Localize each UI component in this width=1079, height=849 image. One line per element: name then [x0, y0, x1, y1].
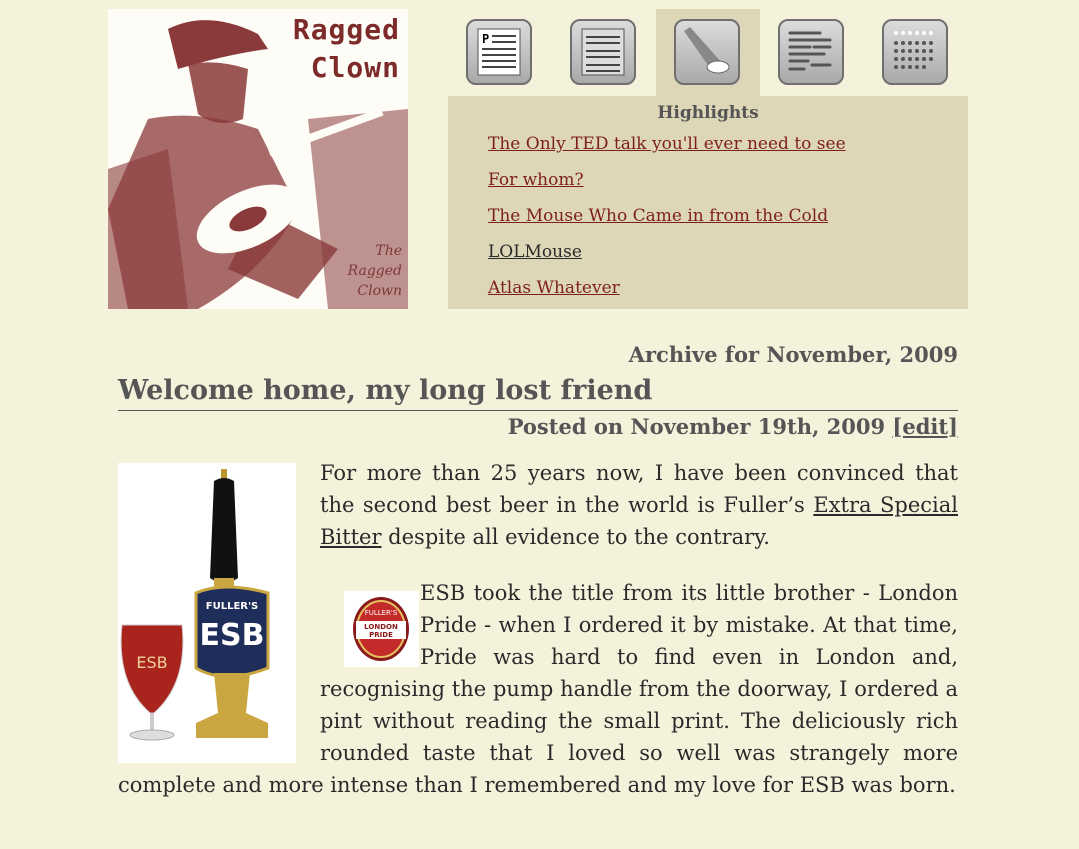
- highlights-title: Highlights: [657, 103, 759, 123]
- post-date: Posted on November 19th, 2009: [507, 414, 886, 439]
- logo-title: Ragged Clown: [292, 13, 400, 84]
- nav-list-button[interactable]: [570, 19, 636, 85]
- nav-page-button[interactable]: [466, 19, 532, 85]
- spotlight-icon: [676, 21, 738, 83]
- list-icon: [572, 21, 634, 83]
- highlight-link[interactable]: The Only TED talk you'll ever need to see: [488, 134, 846, 154]
- svg-text:P: P: [482, 32, 490, 46]
- logo-signature: The Ragged Clown: [347, 243, 402, 299]
- post-title-divider: [118, 410, 958, 411]
- highlight-link[interactable]: For whom?: [488, 170, 584, 190]
- highlight-link[interactable]: LOLMouse: [488, 242, 582, 262]
- extra-special-bitter-link[interactable]: Extra Special Bitter: [320, 493, 958, 549]
- svg-text:FULLER'S: FULLER'S: [205, 601, 259, 612]
- highlights-panel: [448, 96, 968, 309]
- highlight-link[interactable]: Atlas Whatever: [488, 278, 620, 298]
- nav-text-blocks-button[interactable]: [778, 19, 844, 85]
- london-pride-image: [344, 591, 419, 667]
- post-meta: [508, 414, 958, 439]
- esb-pump-and-glass: [118, 463, 296, 763]
- site-logo[interactable]: [108, 9, 408, 309]
- page-icon: [468, 21, 530, 83]
- post-body: [118, 457, 958, 825]
- archive-title: Archive for November, 2009: [628, 342, 958, 367]
- svg-text:FULLER'S: FULLER'S: [364, 609, 398, 617]
- nav-spotlight-button[interactable]: [674, 19, 740, 85]
- svg-text:ESB: ESB: [199, 618, 265, 653]
- highlight-link[interactable]: The Mouse Who Came in from the Cold: [488, 206, 829, 226]
- edit-link[interactable]: [edit]: [892, 414, 958, 439]
- text-blocks-icon: [780, 21, 842, 83]
- svg-text:LONDON: LONDON: [364, 623, 398, 631]
- post-paragraph: For more than 25 years now, I have been convinced that the second best beer in the world is Fuller’s Extra Special Bitter despite all evidence to the contrary.: [320, 461, 958, 549]
- svg-text:PRIDE: PRIDE: [369, 631, 393, 639]
- svg-text:ESB: ESB: [136, 653, 168, 672]
- calendar-icon: [884, 21, 946, 83]
- nav-calendar-button[interactable]: [882, 19, 948, 85]
- london-pride-badge: [344, 591, 419, 667]
- post-paragraph: FULLER'S LONDON PRIDE ESB took the title from its little brother - London Pride - when I ordered it by mistake. At that time, Pride was hard to find even in London and, recognising the pump handle from the doorway, I ordered a pint without reading the small print. The deliciously rich rounded taste that I loved so well was strangely more complete and more intense than I remembered and my love for ESB was born.: [118, 581, 958, 797]
- post-title[interactable]: Welcome home, my long lost friend: [118, 375, 653, 406]
- esb-beer-image: [118, 463, 296, 763]
